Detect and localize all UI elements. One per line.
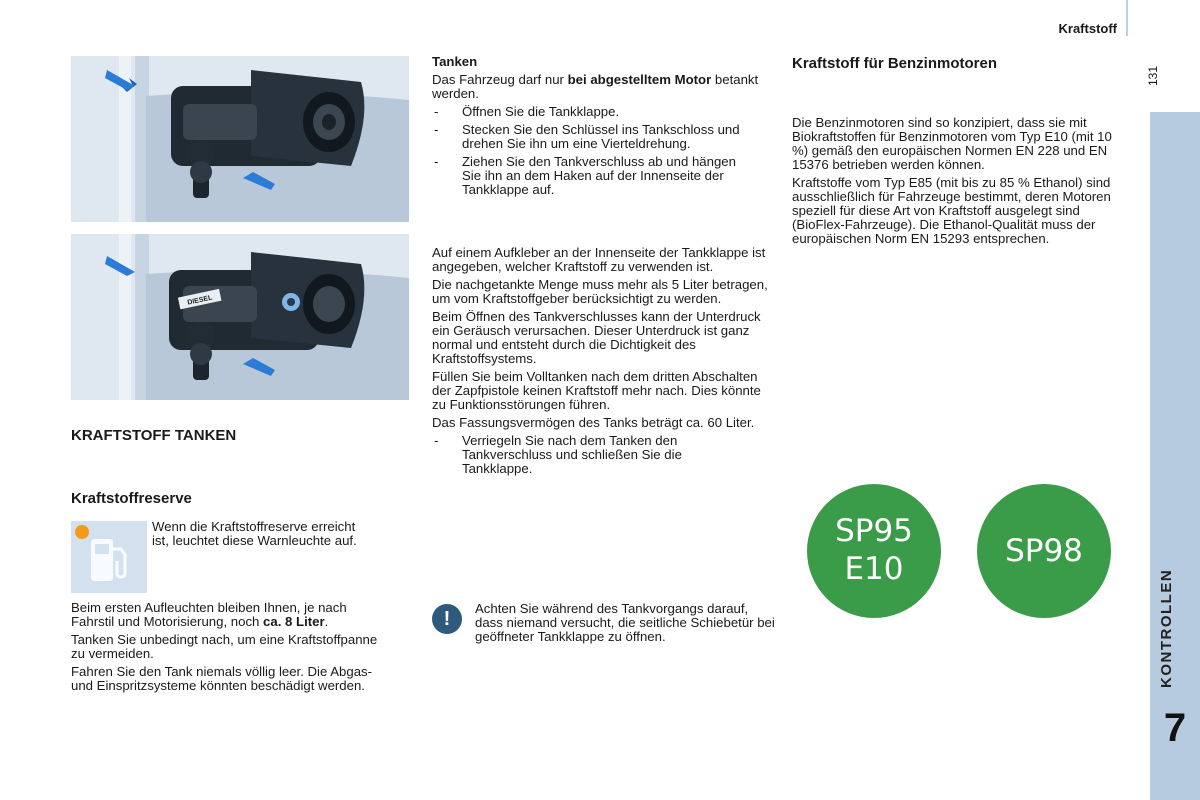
petrol-paragraph-2: Kraftstoffe vom Typ E85 (mit bis zu 85 % Ethanol) sind ausschließlich für Fahrzeuge bestimmt, deren Motoren speziell für diese Art von Kraftstoff ausgelegt sind (BioFlex-Fahrzeuge). Die Ethanol-Qualität muss der europäischen Norm EN 15293 entsprechen. [792,175,1111,246]
section-title: Kraftstoff [1058,21,1117,36]
reserve-paragraph-1: Beim ersten Aufleuchten bleiben Ihnen, je nach Fahrstil und Motorisierung, noch ca. 8 Liter. [71,600,347,629]
exclamation-icon: ! [432,604,462,634]
main-heading: KRAFTSTOFF TANKEN [71,427,237,444]
step-item: - Öffnen Sie die Tankklappe. [432,105,752,119]
fuel-badge-sp95-e10 [807,484,941,618]
refuel-section [432,55,772,201]
step-item: - Verriegeln Sie nach dem Tanken den Tankverschluss und schließen Sie die Tankklappe. [432,434,752,476]
petrol-paragraph-1: Die Benzinmotoren sind so konzipiert, dass sie mit Biokraftstoffen für Benzinmotoren vom Typ E10 (mit 10 %) gemäß den europäischen Normen EN 228 und EN 15376 betrieben werden können. [792,115,1112,172]
petrol-body [792,116,1127,250]
reserve-body [71,601,391,697]
warning-lamp-icon [75,525,89,539]
info-paragraph-2: Die nachgetankte Menge muss mehr als 5 Liter betragen, um vom Kraftstoffgeber berücksichtigt zu werden. [432,277,768,306]
petrol-heading: Kraftstoff für Benzinmotoren [792,55,997,72]
page-number: 131 [1146,65,1160,86]
reserve-paragraph-2: Tanken Sie unbedingt nach, um eine Kraftstoffpanne zu vermeiden. [71,632,378,661]
header-divider [1126,0,1128,36]
chapter-number: 7 [1163,706,1187,750]
refuel-title: Tanken [432,54,478,69]
info-paragraph-4: Füllen Sie beim Volltanken nach dem dritten Abschalten der Zapfpistole keinen Kraftstoff mehr nach. Dies könnte zu Funktionsstörungen führen. [432,369,761,412]
info-paragraph-1: Auf einem Aufkleber an der Innenseite der Tankklappe ist angegeben, welcher Kraftstoff zu verwenden ist. [432,245,766,274]
badge-line-1: SP95 [835,513,913,549]
badge-line-2: E10 [844,551,904,587]
info-paragraph-5: Das Fassungsvermögen des Tanks beträgt ca. 60 Liter. [432,415,755,430]
fuel-flap-image-2 [71,234,409,400]
diesel-sticker-label: DIESEL [186,294,214,307]
chapter-label: KONTROLLEN [1158,568,1175,688]
info-paragraph-3: Beim Öffnen des Tankverschlusses kann der Unterdruck ein Geräusch verursachen. Dieser Unterdruck ist ganz normal und entsteht durch die Dichtigkeit des Kraftstoffsystems. [432,309,761,366]
reserve-paragraph-3: Fahren Sie den Tank niemals völlig leer. Die Abgas- und Einspritzsysteme könnten beschädigt werden. [71,664,373,693]
step-item: - Stecken Sie den Schlüssel ins Tankschloss und drehen Sie ihn um eine Vierteldrehung. [432,123,752,151]
refuel-steps [432,105,752,197]
refuel-intro: Das Fahrzeug darf nur bei abgestelltem Motor betankt werden. [432,72,759,101]
fuel-badge-sp98 [977,484,1111,618]
reserve-heading: Kraftstoffreserve [71,490,192,507]
refuel-info [432,246,772,480]
chapter-tab [1150,112,1200,800]
badge-line-1: SP98 [1005,533,1083,569]
fuel-flap-image-1 [71,56,409,222]
final-step-list [432,434,752,476]
warning-text: Wenn die Kraftstoffreserve erreicht ist, leuchtet diese Warnleuchte auf. [152,519,357,548]
safety-note: Achten Sie während des Tankvorgangs darauf, dass niemand versucht, die seitliche Schiebetür bei geöffneter Tankklappe zu öffnen. [475,601,775,644]
step-item: - Ziehen Sie den Tankverschluss ab und hängen Sie ihn an dem Haken auf der Innenseite der Tankklappe auf. [432,155,752,197]
